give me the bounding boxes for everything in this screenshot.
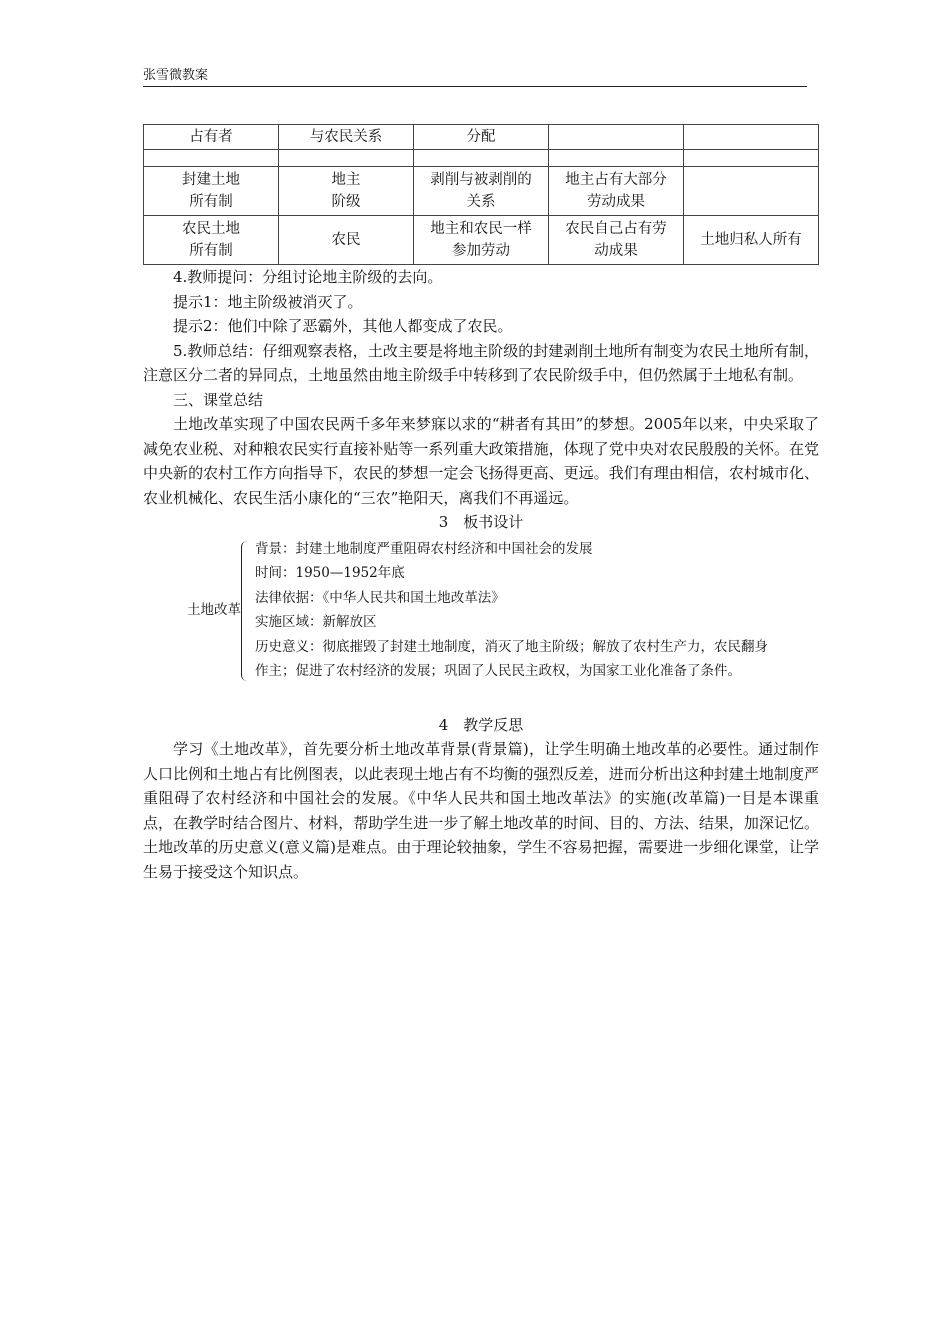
reflection-heading: 4 教学反思 — [438, 715, 524, 734]
board-main-topic: 土地改革 — [187, 601, 241, 618]
table-row — [144, 216, 819, 265]
table-header-cell: 与农民关系 — [279, 125, 414, 150]
document-body — [143, 124, 819, 884]
board-item: 时间：1950—1952年底 — [255, 565, 405, 581]
table-cell: 地主 阶级 — [279, 167, 414, 216]
table-header-row — [144, 125, 819, 150]
section-title-summary: 三、课堂总结 — [173, 390, 264, 409]
board-item: 作主；促进了农村经济的发展；巩固了人民民主政权，为国家工业化准备了条件。 — [255, 663, 741, 679]
table-header-cell — [684, 125, 819, 150]
table-cell: 剥削与被剥削的 关系 — [414, 167, 549, 216]
teacher-question: 4.教师提问：分组讨论地主阶级的去向。 — [173, 268, 443, 286]
board-design — [143, 537, 819, 713]
land-system-table — [143, 124, 819, 265]
board-item: 实施区域：新解放区 — [255, 614, 377, 630]
table-empty-row — [144, 150, 819, 167]
board-design-heading: 3 板书设计 — [438, 513, 524, 531]
table-header-cell — [549, 125, 684, 150]
teacher-summary: 5.教师总结：仔细观察表格，土改主要是将地主阶级的封建剥削土地所有制变为农民土地所有制，注意区分二者的异同点，土地虽然由地主阶级手中转移到了农民阶级手中，但仍然属于土地私有制。 — [143, 341, 819, 384]
table-cell: 农民土地 所有制 — [144, 216, 279, 265]
hint-1: 提示1：地主阶级被消灭了。 — [173, 292, 363, 311]
reflection-text: 学习《土地改革》，首先要分析土地改革背景(背景篇)，让学生明确土地改革的必要性。通过制作人口比例和土地占有比例图表，以此表现土地占有不均衡的强烈反差，进而分析出这种封建土地制度严重阻碍了农村经济和中国社会的发展。《中华人民共和国土地改革法》的实施(改革篇)一目是本课重点，在教学时结合图片、材料，帮助学生进一步了解土地改革的时间、目的、方法、结果，加深记忆。土地改革的历史意义(意义篇)是难点。由于理论较抽象，学生不容易把握，需要进一步细化课堂，让学生易于接受这个知识点。 — [143, 740, 819, 881]
table-cell: 封建土地 所有制 — [144, 167, 279, 216]
table-cell: 土地归私人所有 — [684, 216, 819, 265]
board-items — [255, 537, 825, 684]
table-cell — [684, 167, 819, 216]
class-summary: 土地改革实现了中国农民两千多年来梦寐以求的“耕者有其田”的梦想。2005年以来，中央采取了减免农业税、对种粮农民实行直接补贴等一系列重大政策措施，体现了党中央对农民殷殷的关怀。在党中央新的农村工作方向指导下，农民的梦想一定会飞扬得更高、更远。我们有理由相信，农村城市化、农业机械化、农民生活小康化的“三农”艳阳天，离我们不再遥远。 — [143, 415, 819, 507]
board-item: 历史意义：彻底摧毁了封建土地制度，消灭了地主阶级；解放了农村生产力，农民翻身 — [255, 638, 768, 655]
table-cell: 地主占有大部分 劳动成果 — [549, 167, 684, 216]
board-item: 法律依据：《中华人民共和国土地改革法》 — [255, 589, 505, 606]
brace — [241, 541, 250, 681]
page-header: 张雪微教案 — [143, 64, 807, 87]
board-item: 背景：封建土地制度严重阻碍农村经济和中国社会的发展 — [255, 540, 593, 557]
hint-2: 提示2：他们中除了恶霸外，其他人都变成了农民。 — [173, 317, 513, 335]
table-cell: 农民自己占有劳 动成果 — [549, 216, 684, 265]
table-header-cell: 分配 — [414, 125, 549, 150]
table-row — [144, 167, 819, 216]
table-cell: 农民 — [279, 216, 414, 265]
table-cell: 地主和农民一样 参加劳动 — [414, 216, 549, 265]
table-header-cell: 占有者 — [144, 125, 279, 150]
